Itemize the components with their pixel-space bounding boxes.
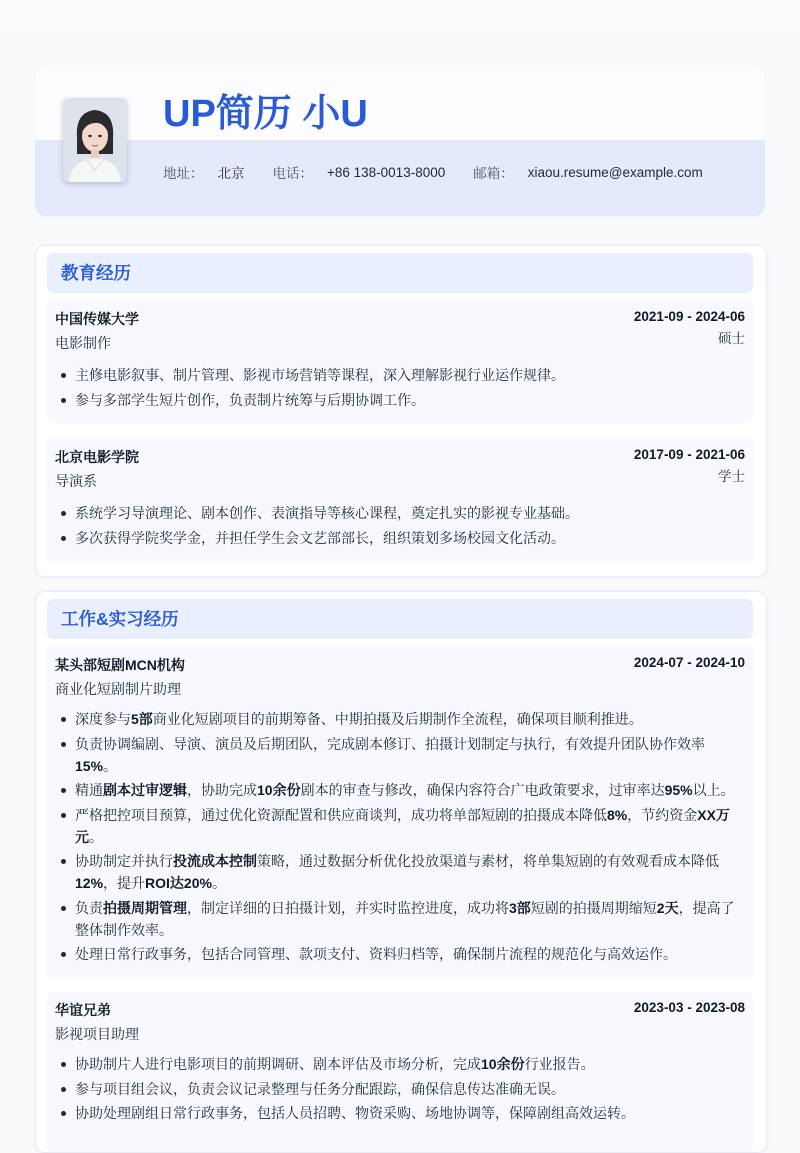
emphasis-text: 15% <box>75 757 104 774</box>
education-entry <box>47 301 753 423</box>
emphasis-text: 投流成本控制 <box>173 853 257 869</box>
section-title-work: 工作&实习经历 <box>61 609 179 629</box>
date-range: 2023-03 - 2023-08 <box>633 1000 745 1015</box>
phone-value: +86 138-0013-8000 <box>327 164 446 180</box>
company-name: 某头部短剧MCN机构 <box>55 657 185 673</box>
address-value: 北京 <box>217 166 245 181</box>
education-section <box>35 245 767 577</box>
bullet-item: 协助制定并执行投流成本控制策略，通过数据分析优化投放渠道与素材，将单集短剧的有效观看成本降低12%，提升ROI达20%。 <box>55 850 745 894</box>
address-label: 地址： <box>163 166 204 181</box>
education-entry <box>47 439 753 561</box>
bullet-item: 严格把控项目预算，通过优化资源配置和供应商谈判，成功将单部短剧的拍摄成本降低8%，节约资金XX万元。 <box>55 804 745 848</box>
bullet-list <box>55 502 745 551</box>
date-range: 2021-09 - 2024-06 <box>633 309 745 324</box>
section-title-education: 教育经历 <box>61 263 131 283</box>
job-title: 影视项目助理 <box>55 1026 139 1042</box>
bullet-item: 协助处理剧组日常行政事务，包括人员招聘、物资采购、场地协调等，保障剧组高效运转。 <box>55 1102 745 1124</box>
emphasis-text: XX万元 <box>75 806 730 845</box>
email-label: 邮箱： <box>473 166 514 181</box>
emphasis-text: 剧本过审逻辑 <box>103 782 187 798</box>
emphasis-text: 2天 <box>656 899 679 916</box>
degree: 学士 <box>718 469 745 484</box>
work-section <box>35 591 767 1153</box>
bullet-item: 负责拍摄周期管理，制定详细的日拍摄计划，并实时监控进度，成功将3部短剧的拍摄周期缩短2天，提高了整体制作效率。 <box>55 897 745 941</box>
bullet-item: 协助制片人进行电影项目的前期调研、剧本评估及市场分析，完成10余份行业报告。 <box>55 1053 745 1075</box>
emphasis-text: 95% <box>664 782 693 798</box>
bullet-item: 负责协调编剧、导演、演员及后期团队，完成剧本修订、拍摄计划制定与执行，有效提升团队协作效率15%。 <box>55 733 745 777</box>
degree: 硕士 <box>718 331 745 346</box>
work-entry <box>47 992 753 1152</box>
bullet-item: 参与项目组会议，负责会议记录整理与任务分配跟踪，确保信息传达准确无误。 <box>55 1078 745 1100</box>
emphasis-text: 12% <box>75 875 104 891</box>
job-title: 商业化短剧制片助理 <box>55 681 181 697</box>
emphasis-text: 3部 <box>509 899 531 916</box>
phone-label: 电话： <box>272 166 313 181</box>
bullet-list <box>55 708 745 968</box>
emphasis-text: ROI达20% <box>145 875 212 891</box>
contact-row <box>163 163 731 181</box>
work-entry <box>47 647 753 977</box>
page-top-band <box>0 0 800 32</box>
resume-header <box>35 66 765 216</box>
candidate-name: UP简历 小U <box>163 93 368 135</box>
bullet-list <box>55 364 745 413</box>
bullet-list <box>55 1053 745 1127</box>
emphasis-text: 8% <box>607 806 628 823</box>
section-title-bar <box>47 253 753 293</box>
avatar <box>63 98 127 182</box>
bullet-item: 深度参与5部商业化短剧项目的前期筹备、中期拍摄及后期制作全流程，确保项目顺利推进。 <box>55 708 745 730</box>
company-name: 华谊兄弟 <box>55 1002 111 1018</box>
bullet-item: 系统学习导演理论、剧本创作、表演指导等核心课程，奠定扎实的影视专业基础。 <box>55 502 745 524</box>
bullet-item: 精通剧本过审逻辑，协助完成10余份剧本的审查与修改，确保内容符合广电政策要求，过审率达95%以上。 <box>55 779 745 801</box>
email-value: xiaou.resume@example.com <box>527 164 703 180</box>
section-title-bar <box>47 599 753 639</box>
emphasis-text: 10余份 <box>481 1056 525 1072</box>
bullet-item: 主修电影叙事、制片管理、影视市场营销等课程，深入理解影视行业运作规律。 <box>55 364 745 386</box>
major: 导演系 <box>55 473 97 489</box>
bullet-item: 多次获得学院奖学金，并担任学生会文艺部部长，组织策划多场校园文化活动。 <box>55 527 745 549</box>
school-name: 北京电影学院 <box>55 449 139 465</box>
major: 电影制作 <box>55 335 111 351</box>
date-range: 2017-09 - 2021-06 <box>633 447 745 462</box>
bullet-item: 处理日常行政事务，包括合同管理、款项支付、资料归档等，确保制片流程的规范化与高效运作。 <box>55 943 745 965</box>
emphasis-text: 10余份 <box>257 782 301 798</box>
date-range: 2024-07 - 2024-10 <box>633 655 745 670</box>
emphasis-text: 5部 <box>131 711 153 727</box>
school-name: 中国传媒大学 <box>55 311 139 327</box>
bullet-item: 参与多部学生短片创作，负责制片统筹与后期协调工作。 <box>55 389 745 411</box>
emphasis-text: 拍摄周期管理 <box>103 899 187 916</box>
